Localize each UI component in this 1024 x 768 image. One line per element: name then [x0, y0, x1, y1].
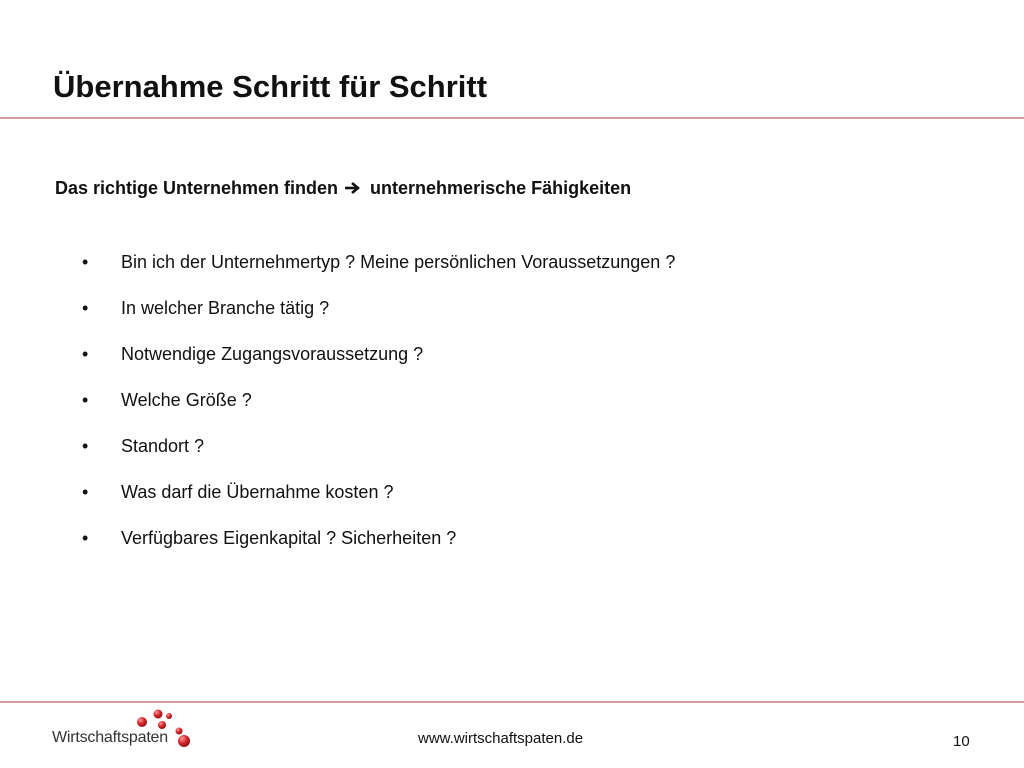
bullet-icon: • [82, 528, 89, 548]
bullet-text: In welcher Branche tätig ? [121, 298, 330, 318]
list-item [82, 295, 675, 341]
bullet-icon: • [82, 298, 89, 318]
slide-title: Übernahme Schritt für Schritt [53, 69, 488, 104]
bullet-icon: • [82, 482, 89, 502]
logo-text: Wirtschaftspaten [52, 729, 168, 746]
wirtschaftspaten-logo [52, 706, 202, 752]
bullet-text: Verfügbares Eigenkapital ? Sicherheiten ? [121, 528, 457, 548]
title-divider [0, 117, 1024, 119]
bullet-icon: • [82, 390, 89, 410]
bullet-icon: • [82, 252, 89, 272]
list-item [82, 433, 675, 479]
bullet-icon: • [82, 344, 89, 364]
bullet-text: Welche Größe ? [121, 390, 252, 410]
right-arrow-icon [344, 176, 360, 202]
bullet-icon: • [82, 436, 89, 456]
subtitle-right: unternehmerische Fähigkeiten [370, 178, 632, 198]
page-number: 10 [953, 733, 970, 750]
bullet-text: Standort ? [121, 436, 205, 456]
bullet-text: Bin ich der Unternehmertyp ? Meine persönlichen Voraussetzungen ? [121, 252, 676, 272]
list-item [82, 525, 675, 571]
bullet-text: Was darf die Übernahme kosten ? [121, 482, 394, 502]
list-item [82, 341, 675, 387]
list-item [82, 249, 675, 295]
subtitle-left: Das richtige Unternehmen finden [55, 178, 339, 198]
slide-subtitle [55, 175, 631, 202]
footer-divider [0, 701, 1024, 703]
list-item [82, 479, 675, 525]
bullet-list [82, 249, 675, 571]
list-item [82, 387, 675, 433]
bullet-text: Notwendige Zugangsvoraussetzung ? [121, 344, 424, 364]
footer-url-link[interactable]: www.wirtschaftspaten.de [418, 730, 584, 747]
